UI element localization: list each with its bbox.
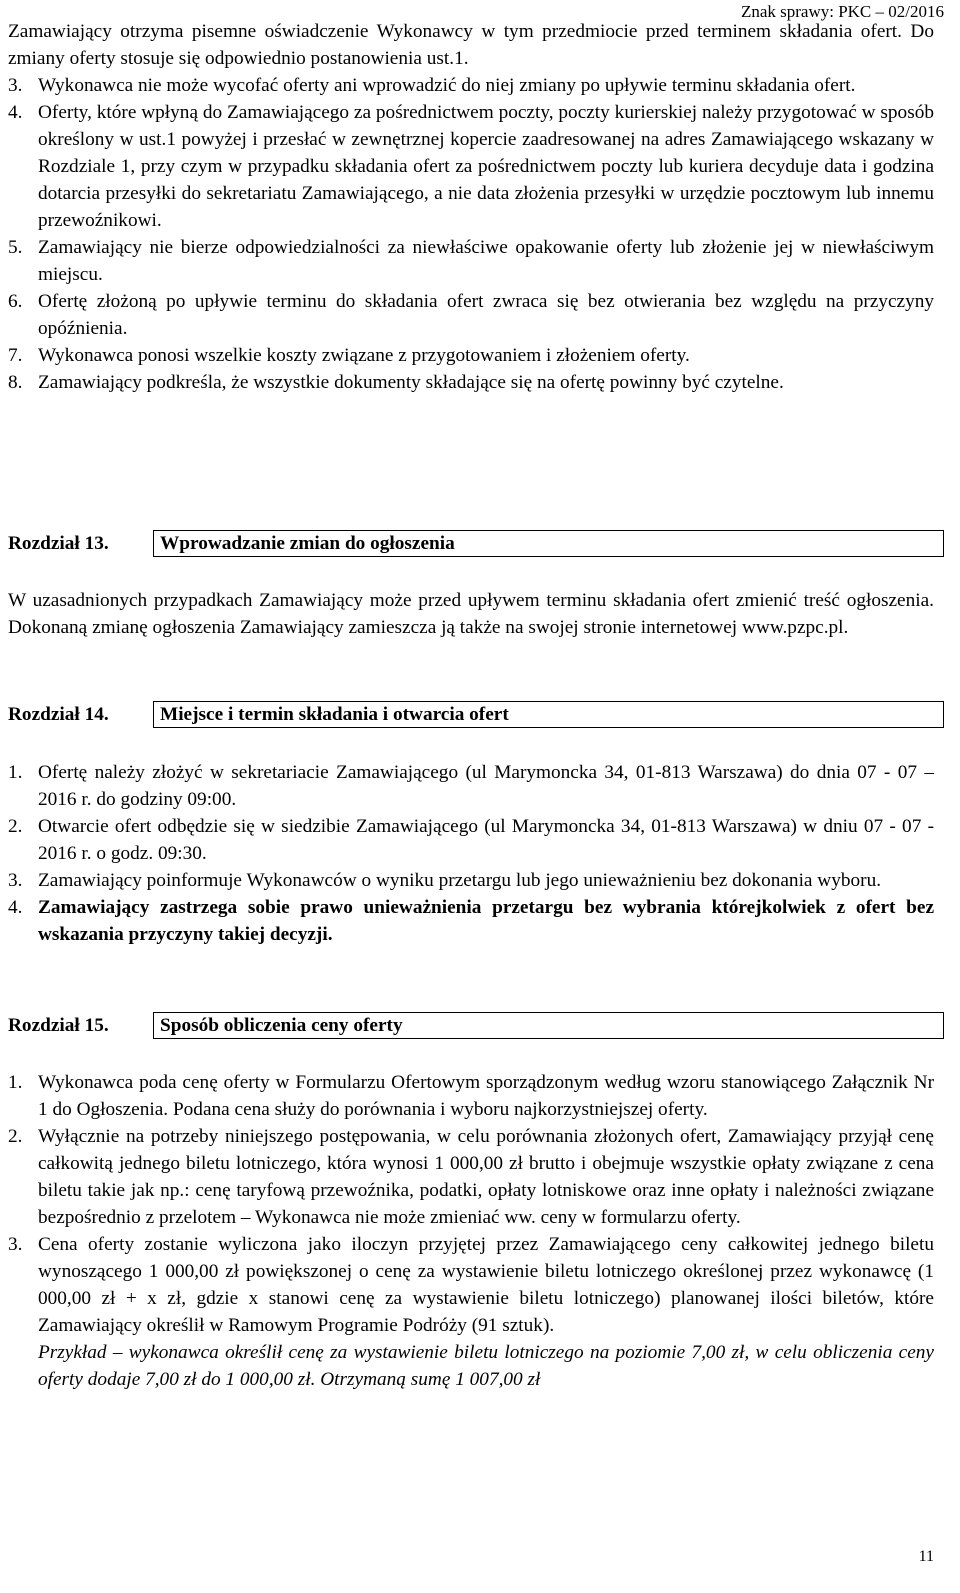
chapter-14-list xyxy=(8,759,934,948)
list-item xyxy=(8,1123,934,1231)
list-item xyxy=(8,234,934,288)
item-number: 8. xyxy=(8,372,23,393)
chapter-title: Miejsce i termin składania i otwarcia ofert xyxy=(153,701,944,728)
item-text: Wykonawca nie może wycofać oferty ani wprowadzić do niej zmiany po upływie terminu składania ofert. xyxy=(38,75,856,96)
item-text: Zamawiający poinformuje Wykonawców o wyniku przetargu lub jego unieważnieniu bez dokonania wyboru. xyxy=(38,870,882,891)
item-number: 4. xyxy=(8,897,23,918)
continuation-paragraph: Zamawiający otrzyma pisemne oświadczenie Wykonawcy w tym przedmiocie przed terminem składania ofert. Do zmiany oferty stosuje się odpowiednio postanowienia ust.1. xyxy=(8,21,934,69)
list-item xyxy=(8,99,934,234)
item-text: Cena oferty zostanie wyliczona jako iloczyn przyjętej przez Zamawiającego ceny całkowitej jednego biletu wynoszącego 1 000,00 zł powiększonej o cenę za wystawienie biletu lotniczego określonej przez wykonawcę (1 000,00 zł + x zł, gdzie x stanowi cenę za wystawienie biletu lotniczego) planowanej ilości biletów, które Zamawiający określił w Ramowym Programie Podróży (91 sztuk). xyxy=(38,1234,934,1336)
list-item xyxy=(8,894,934,948)
item-number: 2. xyxy=(8,816,23,837)
list-item xyxy=(8,72,934,99)
list-item xyxy=(8,1069,934,1123)
item-number: 1. xyxy=(8,1072,23,1093)
item-number: 3. xyxy=(8,870,23,891)
item-text: Wyłącznie na potrzeby niniejszego postępowania, w celu porównania złożonych ofert, Zamawiający przyjął cenę całkowitą jednego biletu lotniczego, która wynosi 1 000,00 zł brutto i obejmuje wszystkie opłaty związane z cena biletu takie jak np.: cenę taryfową przewoźnika, podatki, opłaty lotniskowe oraz inne opłaty i należności związane bezpośrednio z przelotem – Wykonawca nie może zmieniać ww. ceny w formularzu oferty. xyxy=(38,1126,934,1228)
item-text: Wykonawca poda cenę oferty w Formularzu Ofertowym sporządzonym według wzoru stanowiącego Załącznik Nr 1 do Ogłoszenia. Podana cena służy do porównania i wyboru najkorzystniejszej oferty. xyxy=(38,1072,934,1120)
chapter-label: Rozdział 13. xyxy=(8,533,109,554)
list-item xyxy=(8,813,934,867)
chapter-label: Rozdział 14. xyxy=(8,704,109,725)
list-item xyxy=(8,1231,934,1339)
item-number: 5. xyxy=(8,237,23,258)
item-number: 2. xyxy=(8,1126,23,1147)
list-item xyxy=(8,369,934,396)
chapter-label: Rozdział 15. xyxy=(8,1015,109,1036)
page-number: 11 xyxy=(918,1548,934,1565)
list-item xyxy=(8,867,934,894)
chapter-title: Wprowadzanie zmian do ogłoszenia xyxy=(153,530,944,557)
item-number: 1. xyxy=(8,762,23,783)
chapter-13-heading xyxy=(8,530,944,557)
top-section xyxy=(8,18,934,396)
item-text: Zamawiający nie bierze odpowiedzialności za niewłaściwe opakowanie oferty lub złożenie jej w niewłaściwym miejscu. xyxy=(38,237,934,285)
chapter-15-list xyxy=(8,1069,934,1393)
item-number: 3. xyxy=(8,75,23,96)
item-text: Wykonawca ponosi wszelkie koszty związane z przygotowaniem i złożeniem oferty. xyxy=(38,345,690,366)
item-text: Otwarcie ofert odbędzie się w siedzibie Zamawiającego (ul Marymoncka 34, 01-813 Warszawa) w dniu 07 - 07 - 2016 r. o godz. 09:30. xyxy=(38,816,934,864)
item-text: Ofertę złożoną po upływie terminu do składania ofert zwraca się bez otwierania bez względu na przyczyny opóźnienia. xyxy=(38,291,934,339)
item-number: 4. xyxy=(8,102,23,123)
chapter-13-body: W uzasadnionych przypadkach Zamawiający może przed upływem terminu składania ofert zmienić treść ogłoszenia. Dokonaną zmianę ogłoszenia Zamawiający zamieszcza ją także na swojej stronie internetowej www.pzpc.pl. xyxy=(8,590,934,638)
example-paragraph: Przykład – wykonawca określił cenę za wystawienie biletu lotniczego na poziomie 7,00 zł, w celu obliczenia ceny oferty dodaje 7,00 zł do 1 000,00 zł. Otrzymaną sumę 1 007,00 zł xyxy=(38,1342,934,1390)
item-number: 6. xyxy=(8,291,23,312)
item-text: Ofertę należy złożyć w sekretariacie Zamawiającego (ul Marymoncka 34, 01-813 Warszawa) do dnia 07 - 07 – 2016 r. do godziny 09:00. xyxy=(38,762,934,810)
list-item xyxy=(8,342,934,369)
item-text: Zamawiający zastrzega sobie prawo unieważnienia przetargu bez wybrania którejkolwiek z ofert bez wskazania przyczyny takiej decyzji. xyxy=(38,897,934,945)
item-number: 3. xyxy=(8,1234,23,1255)
chapter-title: Sposób obliczenia ceny oferty xyxy=(153,1012,944,1039)
item-number: 7. xyxy=(8,345,23,366)
chapter-14-heading xyxy=(8,701,944,728)
chapter-15-heading xyxy=(8,1012,944,1039)
item-text: Zamawiający podkreśla, że wszystkie dokumenty składające się na ofertę powinny być czytelne. xyxy=(38,372,784,393)
case-signature: Znak sprawy: PKC – 02/2016 xyxy=(740,2,944,21)
list-item xyxy=(8,759,934,813)
list-item xyxy=(8,288,934,342)
item-text: Oferty, które wpłyną do Zamawiającego za pośrednictwem poczty, poczty kurierskiej należy przygotować w sposób określony w ust.1 powyżej i przesłać w zewnętrznej kopercie zaadresowanej na adres Zamawiającego wskazany w Rozdziale 1, przy czym w przypadku składania ofert za pośrednictwem poczty lub kuriera decyduje data i godzina dotarcia przesyłki do sekretariatu Zamawiającego, a nie data złożenia przesyłki w urzędzie pocztowym lub innemu przewoźnikowi. xyxy=(38,102,934,231)
